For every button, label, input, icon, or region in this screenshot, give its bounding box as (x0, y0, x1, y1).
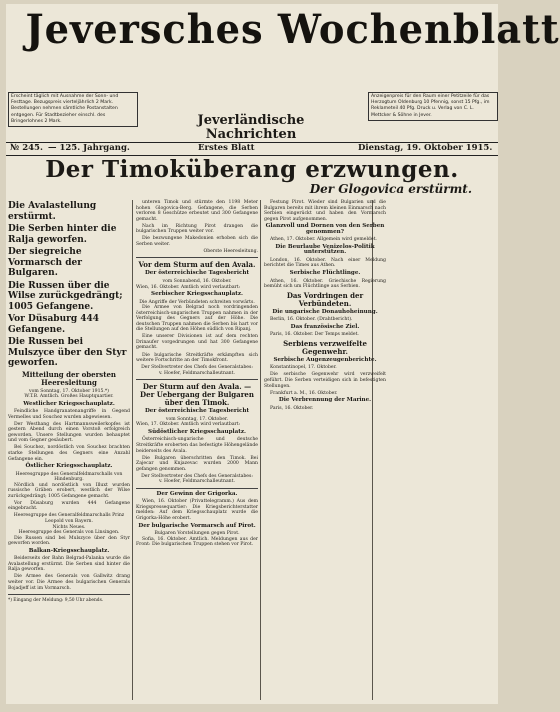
article-headline: Der siegreiche Vormarsch der Bulgaren. (8, 247, 82, 278)
paragraph: Paris, 16. Oktober. (270, 405, 314, 411)
section-heading: Das französische Ziel. (290, 323, 360, 330)
paragraph: Berlin, 16. Oktober. (Drahtbericht). (270, 317, 353, 323)
article-headline: Die Serben hinter die Ralja geworfen. (8, 224, 117, 245)
front-heading: Serbischer Kriegsschauplatz. (151, 291, 243, 298)
section-heading: Serbische Augenzeugenberichte. (273, 356, 377, 363)
subtitle-line-2: Nachrichten (205, 127, 297, 142)
status-line: Nichts Neues. (52, 524, 86, 530)
paragraph: Eine unserer Divisionen ist auf dem rechten Drinaufer vorgedrungen und hat 300 Gefangene gemacht. (136, 334, 258, 351)
paragraph: Der Westhang des Hartmannsweilerkopfes ist gestern Abend durch einen Vorstoß erfolgreich geworden. Unsere Stellungen wurden behauptet und vom Gegner gesäubert. (8, 421, 130, 444)
report-source: W.T.B. Amtlich. Großes Hauptquartier. (24, 394, 114, 400)
sheet-label: Erstes Blatt (198, 143, 255, 153)
article-headline: Der Gewinn der Grigorka. (156, 490, 238, 497)
column-2 (136, 200, 258, 700)
paragraph: Bei Souchez, nordöstlich von Souchez brachten starke Stellungen des Gegners eine Anzahl Gefangene ein. (8, 445, 130, 462)
paragraph: Die serbische Gegenwehr wird verzweifelt geführt. Die Serben verteidigen sich in befestigten Stellungen. (264, 372, 386, 389)
column-rule (132, 200, 133, 700)
front-heading: Östlicher Kriegsschauplatz. (25, 463, 113, 470)
issue-date: Dienstag, 19. Oktober 1915. (358, 143, 493, 153)
sub-headline: Der Glogovica erstürmt. (309, 182, 472, 196)
paragraph: Sofia, 16. Oktober. Amtlich. Meldungen aus der Front: Die bulgarischen Truppen stehen vor Pirot. (136, 536, 258, 548)
paragraph: Vor Düsaburg wurden 444 Gefangene eingebracht. (8, 500, 130, 512)
article-headline: Die Avalastellung erstürmt. (8, 201, 97, 222)
paragraph: Nach im Richtung Pirot drangen die bulgarischen Truppen weiter vor. (136, 223, 258, 235)
paragraph: Frankfurt a. M., 16. Oktober. (270, 390, 338, 396)
article-headline: Die Russen über die Wilse zurückgedrängt; 1005 Gefangene. (8, 280, 123, 312)
article-headline: Glanzvoll und Dornen von den Serben genommen? (265, 223, 385, 235)
section-heading: Mitteilung der obersten Heeresleitung (21, 369, 117, 387)
signature-title: Der Stellvertreter des Chefs des Generalstabes: (141, 365, 253, 371)
article-headline: Serbische Flüchtlinge. (289, 270, 361, 277)
divider (136, 488, 258, 489)
section-heading: Die ungarische Donauhoheinung. (272, 308, 378, 315)
section-heading: Der österreichische Tagesbericht (144, 408, 250, 415)
army-group-heading: Heeresgruppe des Generals von Linsingen. (18, 530, 120, 536)
army-group-heading: Heeresgruppe des Generalfeldmarschalls Prinz Leopold von Bayern. (13, 513, 125, 524)
divider (136, 257, 258, 258)
issue-number: № 245. (10, 143, 43, 153)
newspaper-page (6, 4, 560, 704)
advertising-info-box: Anzeigenpreis für den Raum einer Petitzeile für das Herzogtum Oldenburg 10 Pfennig, sonst 15 Pfg., im Reklameteil 40 Pfg. Druck u. Verlag von C. L. Mettcker & Söhne in Jever. (368, 92, 498, 121)
front-heading: Balkan-Kriegsschauplatz. (28, 547, 110, 554)
divider (136, 379, 258, 380)
paragraph: London, 16. Oktober. Nach einer Meldung berichtet die Times aus Athen. (264, 257, 386, 269)
subscription-info-box: Erscheint täglich mit Ausnahme der Sonn- und Festtage. Bezugspreis vierteljährlich 2 Mark. Bestellungen nehmen sämtliche Postanstalten entgegen. Für Stadtbezieher einschl. des Bringerlohnes 2 Mark. (8, 92, 138, 127)
paragraph: Konstantinopel, 17. Oktober. (270, 365, 337, 371)
front-heading: Südöstlicher Kriegsschauplatz. (148, 428, 246, 435)
report-date: vom Sonntag, 17. Oktober 1915.*) (29, 388, 109, 394)
status-line: Die Angriffe der Verbündeten schreiten vorwärts. (139, 299, 255, 305)
paragraph: Österreichisch-ungarische und deutsche Streitkräfte eroberten das befestigte Höhengelände beiderseits des Avala. (136, 437, 258, 454)
paragraph: Die Armee von Belgrad noch vordringenden österreichisch-ungarischen Truppen nahmen in der Verfolgung des Gegners auf der Höhe. Die deutschen Truppen nahmen die Serben bis hart vor die Stellungen auf den Höhen südlich von Ripanj. (136, 305, 258, 333)
column-rule (260, 200, 261, 700)
subtitle-line-1: Jeverländische (197, 113, 305, 128)
divider (8, 594, 130, 595)
paragraph: unteren Timok und stürmte den 1198 Meter hohen Glogovica-Berg. Gefangene, die Serben verloren 8 Geschütze erbeutet und 300 Gefangene gemacht. (136, 200, 258, 222)
article-headline: Der bulgarische Vormarsch auf Pirot. (138, 522, 256, 529)
article-headline: Der Sturm auf den Avala. — Der Uebergang der Bulgaren über den Timok. (140, 382, 254, 408)
paragraph: Paris, 16. Oktober. Der Temps meldet. (270, 332, 359, 338)
footnote: *) Eingang der Meldung: 9,50 Uhr abends. (8, 598, 104, 604)
article-headline: Das Vordringen der Verbündeten. (286, 290, 364, 308)
paragraph: Feindliche Handgranatenangriffe in Gegend Vermelles und Souchez wurden abgewiesen. (8, 409, 130, 420)
report-source: Wien, 17. Oktober. Amtlich wird verlautbart: (136, 422, 241, 428)
article-headline: Die Beurlaube Venizelos-Politik unterstützen. (275, 243, 375, 256)
column-1 (8, 200, 130, 700)
article-headline: Serbiens verzweifelte Gegenwehr. (283, 338, 367, 356)
paragraph: Beiderseits der Bahn Belgrad-Palanka wurde die Avalastellung erstürmt. Die Serben sind hinter die Ralja geworfen. (8, 556, 130, 573)
signature: v. Hoefer, Feldmarschalleutnant. (159, 370, 235, 376)
column-3 (264, 200, 386, 700)
paragraph: Athen, 17. Oktober. Allgemein wird gemeldet. (270, 237, 377, 243)
army-group-heading: Heeresgruppe des Generalfeldmarschalls von Hindenburg. (15, 471, 123, 483)
dateline (6, 142, 498, 156)
newspaper-subtitle (176, 114, 326, 142)
main-headline: Der Timoküberang erzwungen. (45, 156, 459, 183)
article-headline: Die Russen bei Mulszyce über den Styr geworfen. (8, 337, 127, 368)
paragraph: Athen, 16. Oktober. Griechische Regierung bemüht sich um Flüchtlinge aus Serbien. (264, 278, 386, 290)
paragraph: Die Russen sind bei Mulszyce über den Styr geworfen worden. (8, 535, 130, 547)
signature: v. Hoefer, Feldmarschalleutnant. (159, 479, 235, 485)
report-date: vom Sonnabend, 16. Oktober. (162, 278, 232, 284)
paragraph: Wien, 16. Oktober (Privattelegramm.) Aus dem Kriegspressequartier: Die Kriegsberichterstatter melden: Auf dem Kriegsschauplatz wurde die Grigorka-Höhe erobert. (136, 499, 258, 521)
signature: Oberste Heeresleitung. (203, 248, 258, 254)
newspaper-title: Jeversches Wochenblatt (25, 6, 560, 53)
front-heading: Westlicher Kriegsschauplatz. (23, 400, 115, 407)
paragraph: Nördlich und nordöstlich von Illuxt wurden russische Gräben erobert, westlich der Wilse zurückgedrängt; 1005 Gefangene gemacht. (8, 482, 130, 499)
report-source: Wien, 16. Oktober. Amtlich wird verlautbart: (136, 284, 241, 290)
paragraph: Die Bulgaren überschritten den Timok. Bei Zajecar und Knjazevac wurden 2000 Mann gefangen genommen. (136, 455, 258, 472)
paragraph: Festung Pirot. Wieder sind Bulgarien und die Bulgaren bereits mit ihrem kleinen Einmarsch nach Serbien eingerückt und haben den Vormarsch gegen Pirot aufgenommen. (264, 200, 386, 222)
signature-title: Der Stellvertreter des Chefs des Generalstabes: (141, 473, 253, 479)
report-date: vom Sonntag, 17. Oktober. (165, 416, 229, 422)
article-headline: Vor Düsaburg 444 Gefangene. (8, 314, 100, 335)
paragraph: Die bezwungene Makedonien erhoben sich die Serben weiter. (136, 236, 258, 247)
section-heading: Die Verbrennung der Marine. (278, 397, 372, 404)
masthead (6, 4, 560, 142)
section-heading: Der österreichische Tagesbericht (144, 270, 250, 277)
article-headline: Vor dem Sturm auf den Avala. (138, 260, 256, 270)
volume: — 125. Jahrgang. (48, 143, 130, 153)
status-line: Bulgaren Vorstellungen gegen Pirot. (154, 531, 240, 537)
paragraph: Die bulgarische Streitkräfte erkämpften sich weitere Fortschritte an der Timokfront. (136, 352, 258, 364)
paragraph: Die Armee des Generals von Gallwitz drang weiter vor. Die Armee des bulgarischen Generals Bojadjeff ist im Vormarsch. (8, 574, 130, 591)
